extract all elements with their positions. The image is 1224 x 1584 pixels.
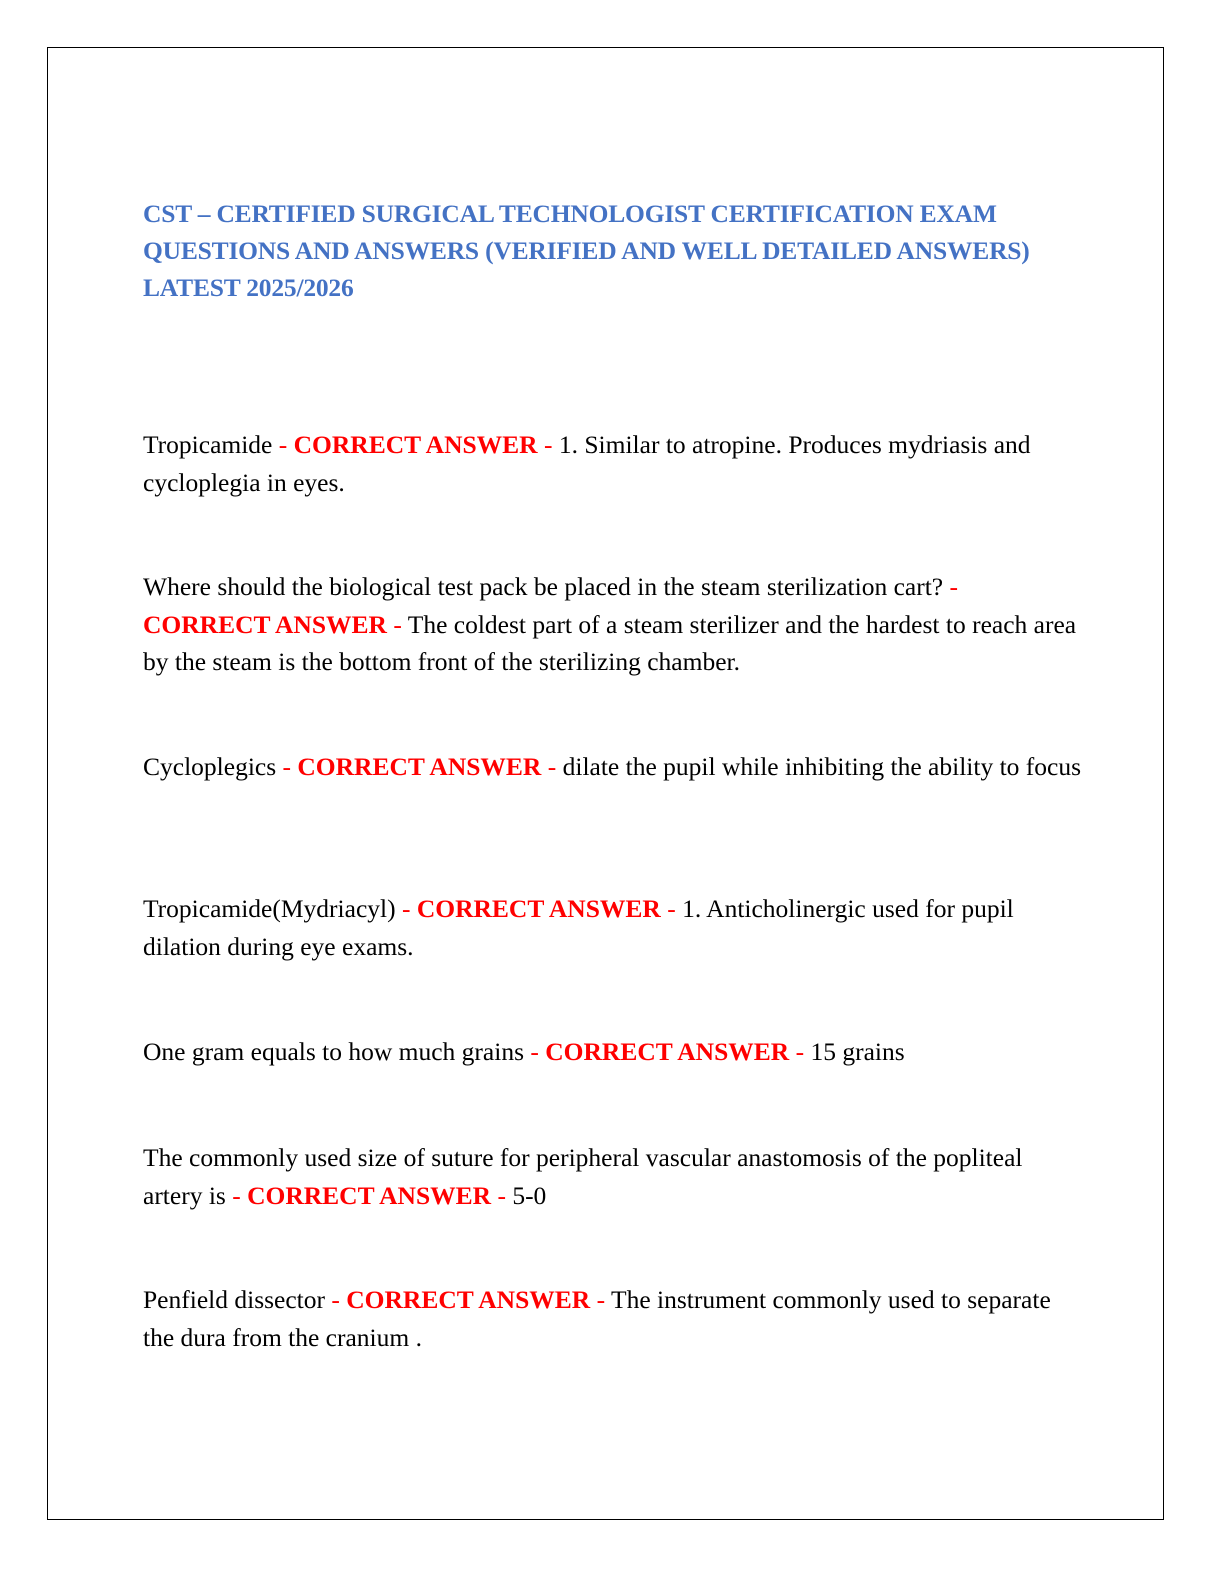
qa-item <box>143 1281 1083 1356</box>
separator: - <box>943 572 958 601</box>
answer-text: The instrument commonly used to separate the dura from the cranium . <box>143 1285 1051 1352</box>
separator: - <box>524 1037 546 1066</box>
question-text: The commonly used size of suture for peripheral vascular anastomosis of the popliteal artery is <box>143 1143 1023 1210</box>
separator: - <box>491 1180 513 1210</box>
separator: - <box>272 430 294 459</box>
separator: - <box>789 1037 811 1066</box>
qa-item <box>143 1033 1083 1071</box>
separator: - <box>537 430 559 459</box>
correct-answer-label: CORRECT ANSWER <box>297 752 542 781</box>
qa-item <box>143 748 1083 786</box>
separator: - <box>541 752 563 781</box>
answer-text: 5-0 <box>512 1180 547 1210</box>
correct-answer-label: CORRECT ANSWER <box>247 1180 492 1210</box>
qa-item <box>143 426 1083 501</box>
question-text: Penfield dissector <box>143 1285 325 1314</box>
answer-text: 1. Similar to atropine. Produces mydriasis and cycloplegia in eyes. <box>143 430 1031 497</box>
separator: - <box>276 752 298 781</box>
question-text: One gram equals to how much grains <box>143 1037 524 1066</box>
question-text: Tropicamide <box>143 430 273 459</box>
answer-text: dilate the pupil while inhibiting the ability to focus <box>562 752 1082 781</box>
correct-answer-label: CORRECT ANSWER <box>545 1037 790 1066</box>
answer-text: 15 grains <box>810 1037 905 1066</box>
answer-text: 1. Anticholinergic used for pupil dilation during eye exams. <box>143 894 1014 961</box>
qa-item <box>143 1139 1083 1214</box>
answer-text: The coldest part of a steam sterilizer and the hardest to reach area by the steam is the bottom front of the sterilizing chamber. <box>143 609 1077 676</box>
separator: - <box>590 1285 611 1314</box>
correct-answer-label: CORRECT ANSWER <box>416 894 661 923</box>
separator: - <box>386 609 408 639</box>
question-text: Where should the biological test pack be placed in the steam sterilization cart? <box>143 572 944 601</box>
separator: - <box>395 894 417 923</box>
correct-answer-label: CORRECT ANSWER <box>346 1285 591 1314</box>
qa-item <box>143 568 1083 681</box>
separator: - <box>225 1180 248 1210</box>
separator: - <box>660 894 683 923</box>
question-text: Tropicamide(Mydriacyl) <box>143 894 396 923</box>
document-title: CST – CERTIFIED SURGICAL TECHNOLOGIST CERTIFICATION EXAM QUESTIONS AND ANSWERS (VERIFIED AND WELL DETAILED ANSWERS) LATEST 2025/2026 <box>143 199 1030 302</box>
qa-item <box>143 890 1083 965</box>
question-text: Cycloplegics <box>143 752 277 781</box>
correct-answer-label: CORRECT ANSWER <box>293 430 538 459</box>
separator: - <box>325 1285 347 1314</box>
correct-answer-label: CORRECT ANSWER <box>143 609 387 639</box>
